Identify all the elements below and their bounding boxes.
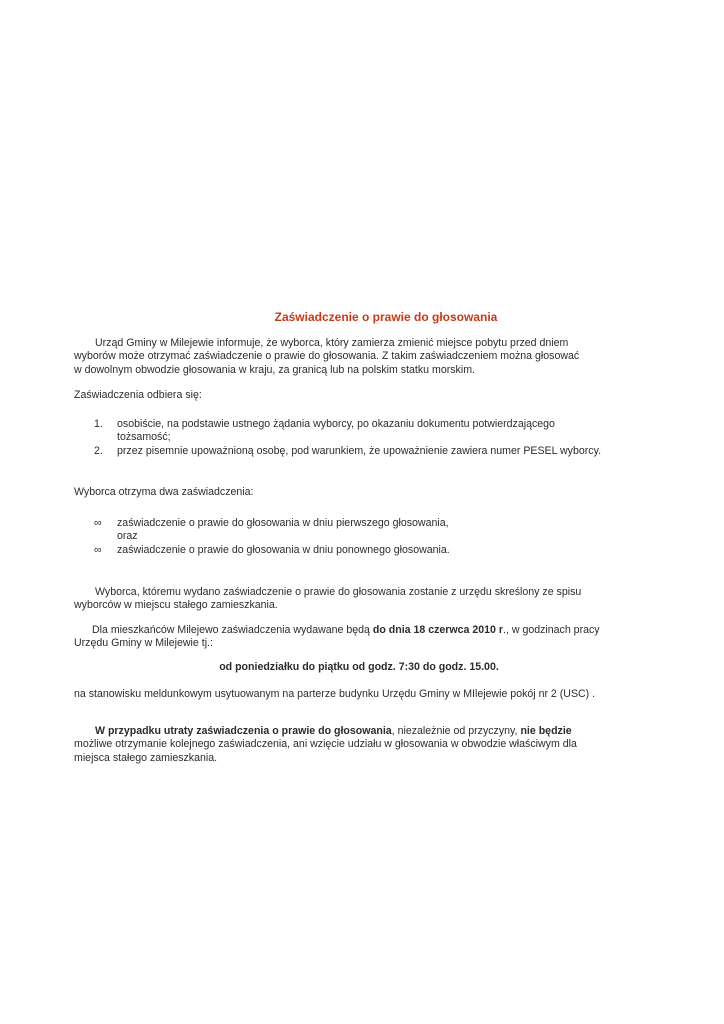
intro-line-2: wyborów może otrzymać zaświadczenie o prawie do głosowania. Z takim zaświadczeniem można głosować	[74, 350, 580, 363]
removal-line-2: wyborców w miejscu stałego zamieszkania.	[74, 599, 278, 612]
deadline-date: do dnia 18 czerwca 2010 r	[372, 624, 504, 636]
intro-paragraph	[74, 337, 634, 377]
list-item-text: przez pisemnie upoważnioną osobę, pod warunkiem, że upoważnienie zawiera numer PESEL wyborcy.	[117, 444, 602, 457]
pickup-heading: Zaświadczenia odbiera się:	[74, 389, 202, 401]
list-item-text: oraz	[117, 530, 138, 543]
list-item	[94, 517, 634, 544]
loss-line-1: W przypadku utraty zaświadczenia o prawie do głosowania, niezależnie od przyczyny, nie będzie	[95, 725, 572, 737]
list-number: 2.	[94, 444, 103, 457]
loss-line-3: miejsca stałego zamieszkania.	[74, 751, 218, 764]
two-certs-heading: Wyborca otrzyma dwa zaświadczenia:	[74, 486, 254, 498]
residents-paragraph	[74, 624, 634, 651]
cert-list	[94, 517, 634, 557]
office-hours: od poniedziałku do piątku od godz. 7:30 do godz. 15.00.	[219, 661, 499, 673]
residents-line-1: Dla mieszkańców Milejewo zaświadczenia wydawane będą do dnia 18 czerwca 2010 r., w godzinach pracy	[92, 624, 600, 636]
list-item-text: zaświadczenie o prawie do głosowania w dniu ponownego głosowania.	[117, 543, 450, 556]
list-number: 1.	[94, 418, 103, 430]
residents-line-2: Urzędu Gminy w Milejewie tj.:	[74, 637, 213, 650]
intro-line-1: Urząd Gminy w Milejewie informuje, że wyborca, który zamierza zmienić miejsce pobytu przed dniem	[95, 337, 569, 349]
infinity-bullet-icon: ∞	[94, 543, 102, 556]
list-item	[94, 445, 634, 458]
removal-paragraph	[74, 586, 634, 613]
list-item	[94, 418, 634, 445]
loss-line-2: możliwe otrzymanie kolejnego zaświadczenia, ani wzięcie udziału w głosowania w obwodzie właściwym dla	[74, 738, 577, 751]
list-item-text: osobiście, na podstawie ustnego żądania wyborcy, po okazaniu dokumentu potwierdzającego	[117, 418, 555, 430]
intro-line-3: w dowolnym obwodzie głosowania w kraju, za granicą lub na polskim statku morskim.	[74, 363, 475, 376]
removal-line-1: Wyborca, któremu wydano zaświadczenie o prawie do głosowania zostanie z urzędu skreślony ze spisu	[95, 586, 582, 598]
loss-paragraph	[74, 725, 634, 765]
list-item-text: tożsamość;	[117, 431, 171, 444]
list-item-text: zaświadczenie o prawie do głosowania w dniu pierwszego głosowania,	[117, 517, 449, 529]
infinity-bullet-icon: ∞	[94, 517, 102, 529]
location-line: na stanowisku meldunkowym usytuowanym na parterze budynku Urzędu Gminy w MIlejewie pokój nr 2 (USC) .	[74, 688, 596, 700]
document-title: Zaświadczenie o prawie do głosowania	[274, 310, 498, 324]
list-item	[94, 544, 634, 557]
pickup-list	[94, 418, 634, 458]
